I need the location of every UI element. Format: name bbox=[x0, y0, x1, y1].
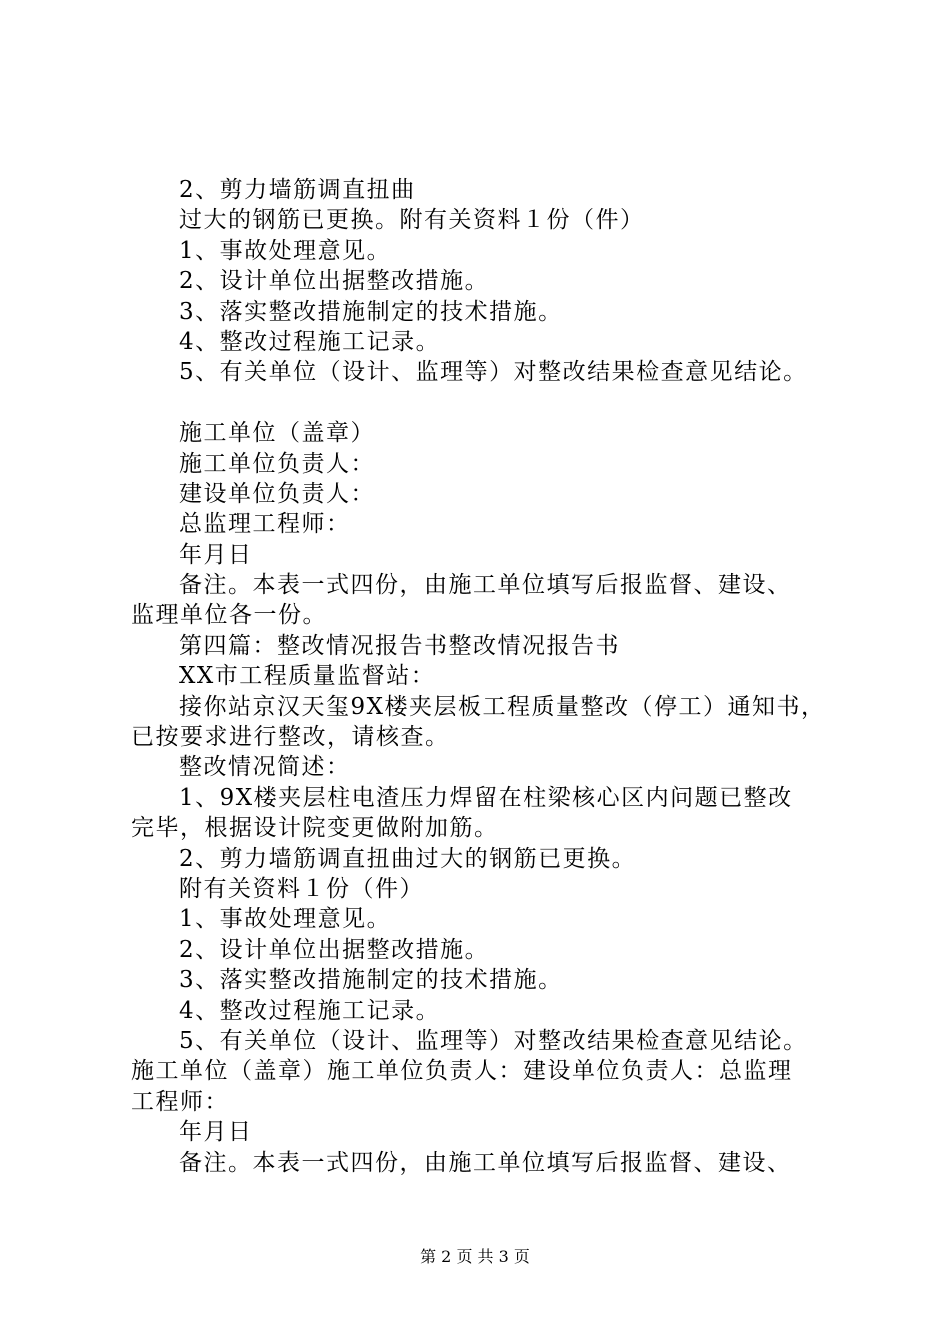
text-line: 已按要求进行整改，请核查。 bbox=[131, 724, 450, 751]
text-line: 年月日 bbox=[179, 1119, 253, 1146]
text-line: 附有关资料１份（件） bbox=[179, 875, 424, 902]
text-line: 接你站京汉天玺9X楼夹层板工程质量整改（停工）通知书， bbox=[179, 693, 826, 720]
text-line: 建设单位负责人： bbox=[179, 480, 375, 507]
text-line: 完毕，根据设计院变更做附加筋。 bbox=[131, 815, 499, 842]
text-line: 第四篇：整改情况报告书整改情况报告书 bbox=[179, 632, 620, 659]
text-line: 4、整改过程施工记录。 bbox=[179, 997, 441, 1024]
text-line: 2、剪力墙筋调直扭曲过大的钢筋已更换。 bbox=[179, 845, 637, 872]
text-line: 1、事故处理意见。 bbox=[179, 906, 392, 933]
text-line: 整改情况简述： bbox=[179, 754, 351, 781]
document-body bbox=[131, 175, 831, 1178]
text-line: 1、事故处理意见。 bbox=[179, 237, 392, 264]
text-line: 施工单位（盖章） bbox=[179, 420, 375, 447]
text-line: 监理单位各一份。 bbox=[131, 602, 327, 629]
page-footer: 第 2 页 共 3 页 bbox=[420, 1247, 530, 1266]
text-line: 过大的钢筋已更换。附有关资料１份（件） bbox=[179, 207, 645, 234]
text-line: 2、设计单位出据整改措施。 bbox=[179, 268, 490, 295]
text-line: 备注。本表一式四份，由施工单位填写后报监督、建设、 bbox=[179, 1149, 792, 1176]
text-line: 施工单位（盖章）施工单位负责人：建设单位负责人：总监理 bbox=[131, 1058, 793, 1085]
text-line: 年月日 bbox=[179, 541, 253, 568]
text-line: 3、落实整改措施制定的技术措施。 bbox=[179, 967, 563, 994]
text-line: 5、有关单位（设计、监理等）对整改结果检查意见结论。 bbox=[179, 1027, 808, 1054]
text-line: 总监理工程师： bbox=[179, 511, 351, 538]
text-line: 工程师： bbox=[131, 1088, 229, 1115]
text-line: 2、设计单位出据整改措施。 bbox=[179, 936, 490, 963]
text-line: 1、9X楼夹层柱电渣压力焊留在柱梁核心区内问题已整改 bbox=[179, 784, 793, 811]
text-line: 4、整改过程施工记录。 bbox=[179, 328, 441, 355]
blank-line bbox=[131, 388, 831, 418]
text-line: 施工单位负责人： bbox=[179, 450, 375, 477]
text-line: 5、有关单位（设计、监理等）对整改结果检查意见结论。 bbox=[179, 359, 808, 386]
text-line: 备注。本表一式四份，由施工单位填写后报监督、建设、 bbox=[179, 572, 792, 599]
text-line: 2、剪力墙筋调直扭曲 bbox=[179, 177, 416, 203]
text-line: 3、落实整改措施制定的技术措施。 bbox=[179, 298, 563, 325]
text-line: XX市工程质量监督站： bbox=[179, 663, 436, 690]
